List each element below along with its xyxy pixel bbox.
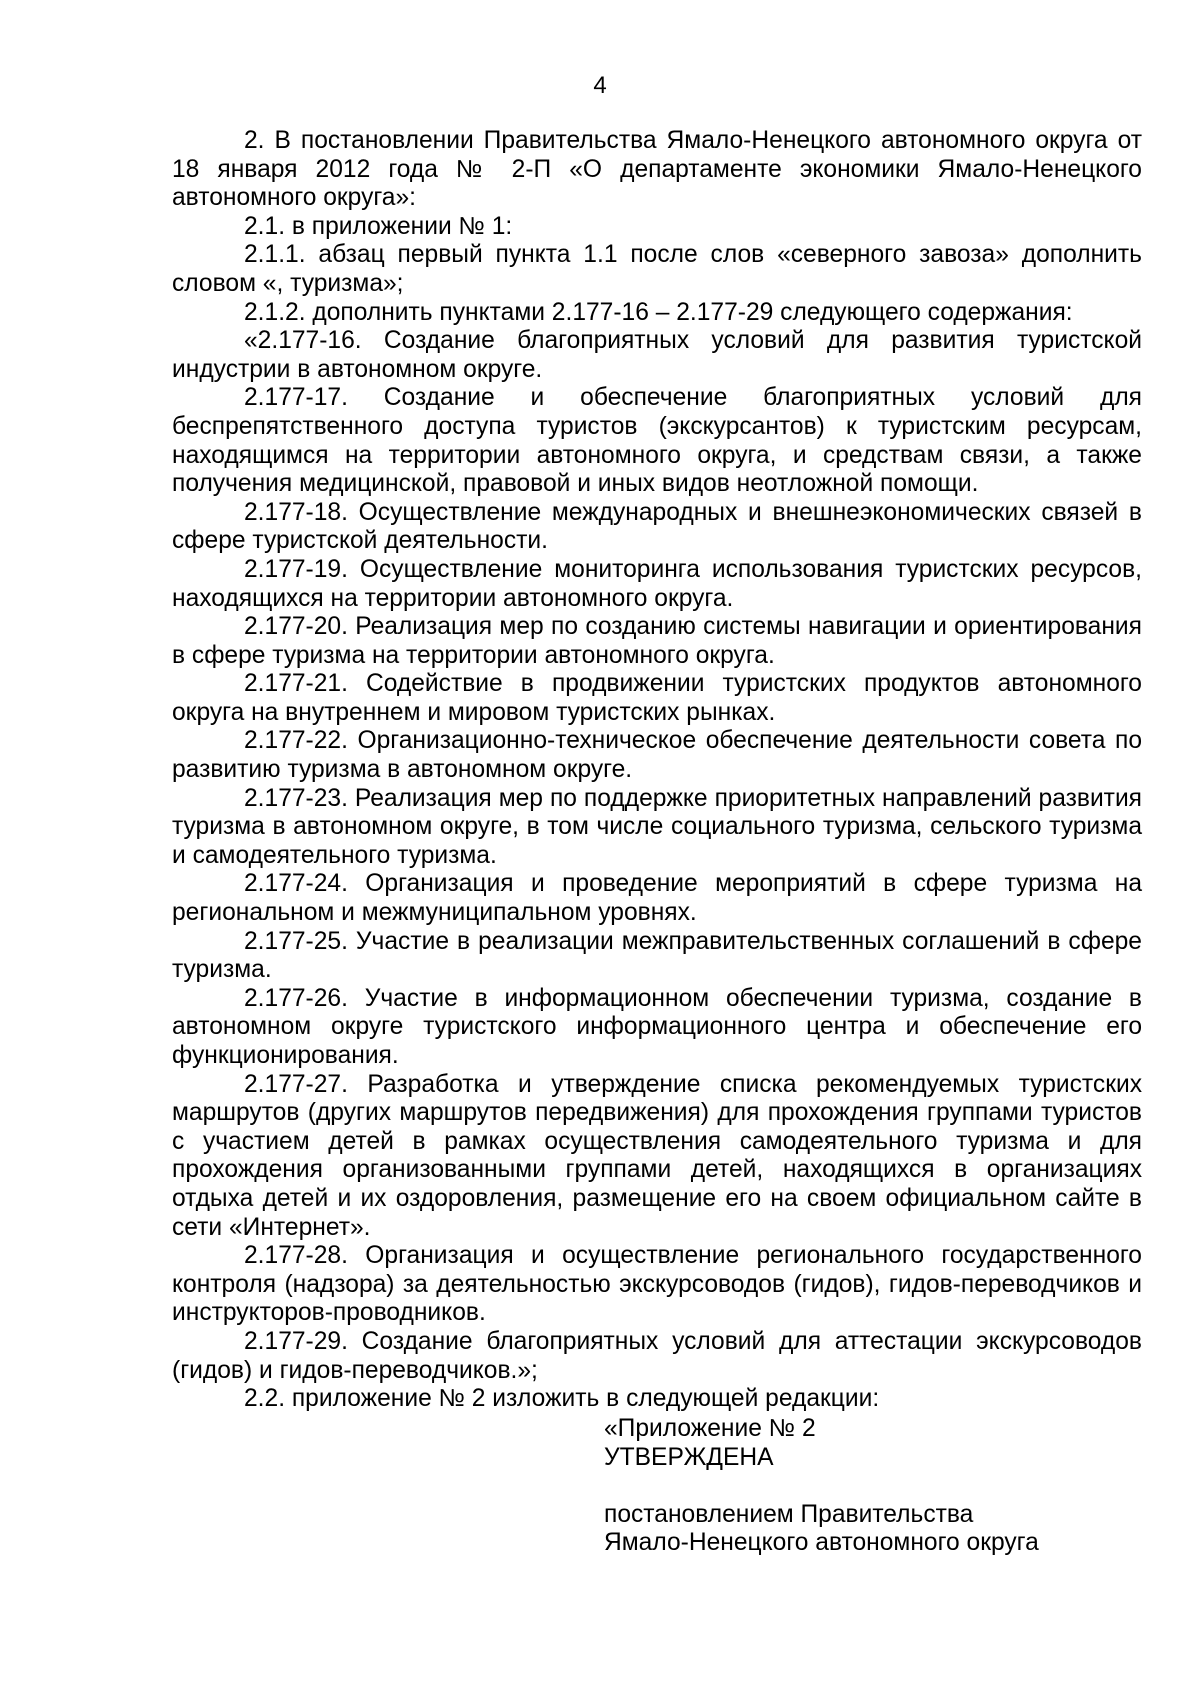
- item-2-177-29: 2.177-29. Создание благоприятных условий для аттестации экскурсоводов (гидов) и гидов-переводчиков.»;: [172, 1327, 1142, 1384]
- paragraph-2-2: 2.2. приложение № 2 изложить в следующей редакции:: [244, 1385, 880, 1413]
- item-2-177-18: 2.177-18. Осуществление международных и внешнеэкономических связей в сфере туристской деятельности.: [172, 498, 1142, 555]
- paragraph-2-1: 2.1. в приложении № 1:: [244, 212, 513, 240]
- item-2-177-16: «2.177-16. Создание благоприятных условий для развития туристской индустрии в автономном округе.: [172, 327, 1142, 383]
- paragraph-2-1-1: 2.1.1. абзац первый пункта 1.1 после слов «северного завоза» дополнить словом «, туризма»;: [172, 241, 1142, 297]
- page-number: 4: [593, 72, 607, 99]
- paragraph-2: 2. В постановлении Правительства Ямало-Ненецкого автономного округа от 18 января 2012 года № 2-П «О департаменте экономики Ямало-Ненецкого автономного округа»:: [172, 127, 1142, 212]
- item-2-177-21: 2.177-21. Содействие в продвижении туристских продуктов автономного округа на внутреннем и мировом туристских рынках.: [172, 670, 1142, 726]
- item-2-177-19: 2.177-19. Осуществление мониторинга использования туристских ресурсов, находящихся на территории автономного округа.: [172, 555, 1142, 612]
- item-2-177-28: 2.177-28. Организация и осуществление регионального государственного контроля (надзора) за деятельностью экскурсоводов (гидов), гидов-переводчиков и инструкторов-проводников.: [172, 1242, 1142, 1327]
- item-2-177-25: 2.177-25. Участие в реализации межправительственных соглашений в сфере туризма.: [172, 927, 1142, 984]
- appendix-label: «Приложение № 2: [604, 1415, 816, 1442]
- document-body: [172, 127, 1142, 1414]
- approval-spacer: [604, 1472, 1124, 1501]
- item-2-177-22: 2.177-22. Организационно-техническое обеспечение деятельности совета по развитию туризма в автономном округе.: [172, 727, 1142, 784]
- decree-line-1: постановлением Правительства: [604, 1500, 974, 1528]
- item-2-177-24: 2.177-24. Организация и проведение мероприятий в сфере туризма на региональном и межмуниципальном уровнях.: [172, 870, 1142, 927]
- approved-label: УТВЕРЖДЕНА: [604, 1443, 774, 1471]
- paragraph-2-1-2: 2.1.2. дополнить пунктами 2.177-16 – 2.177-29 следующего содержания:: [244, 298, 1073, 326]
- item-2-177-17: 2.177-17. Создание и обеспечение благоприятных условий для беспрепятственного доступа туристов (экскурсантов) к туристским ресурсам, находящимся на территории автономного округа, и средствам связи, а также получения медицинской, правовой и иных видов неотложной помощи.: [172, 384, 1142, 498]
- item-2-177-20: 2.177-20. Реализация мер по созданию системы навигации и ориентирования в сфере туризма на территории автономного округа.: [172, 613, 1142, 669]
- approval-block: [604, 1415, 1124, 1558]
- item-2-177-23: 2.177-23. Реализация мер по поддержке приоритетных направлений развития туризма в автономном округе, в том числе социального туризма, сельского туризма и самодеятельного туризма.: [172, 784, 1142, 869]
- item-2-177-26: 2.177-26. Участие в информационном обеспечении туризма, создание в автономном округе туристского информационного центра и обеспечение его функционирования.: [172, 984, 1142, 1069]
- decree-line-2: Ямало-Ненецкого автономного округа: [604, 1529, 1039, 1557]
- item-2-177-27: 2.177-27. Разработка и утверждение списка рекомендуемых туристских маршрутов (других маршрутов передвижения) для прохождения группами туристов с участием детей в рамках осуществления самодеятельного туризма и для прохождения организованными группами детей, находящихся в организациях отдыха детей и их оздоровления, размещение его на своем официальном сайте в сети «Интернет».: [172, 1070, 1142, 1241]
